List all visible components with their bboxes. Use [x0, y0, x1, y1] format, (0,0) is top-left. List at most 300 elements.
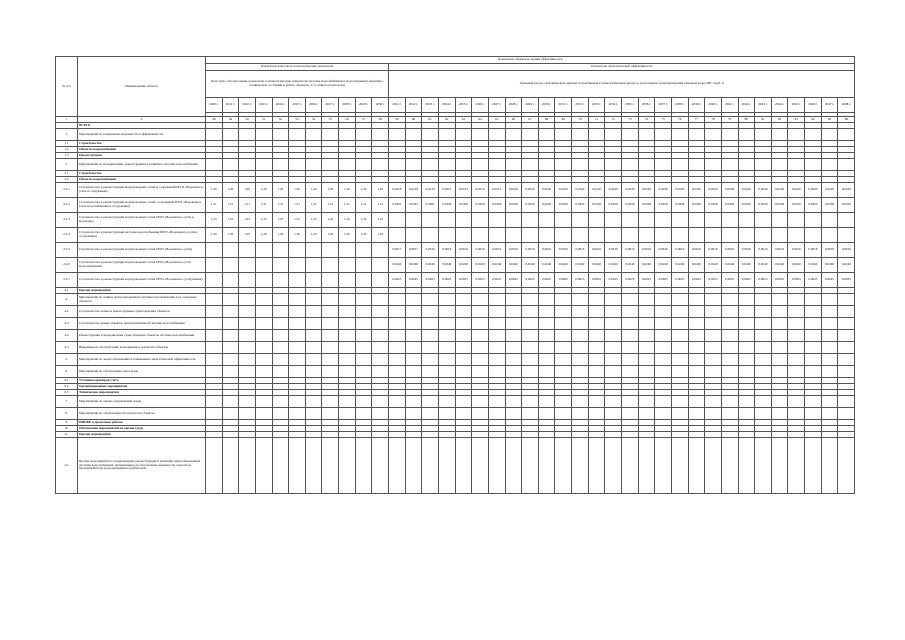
- value-cell: [455, 129, 472, 141]
- header-number: № п/п: [56, 57, 78, 117]
- value-cell: [538, 159, 555, 171]
- value-cell: [755, 366, 772, 378]
- table-row: [56, 366, 855, 378]
- value-cell: 0,0625: [488, 273, 505, 288]
- year-header: 2045 г.: [788, 98, 805, 113]
- value-cell: [488, 318, 505, 330]
- value-cell: [472, 294, 489, 306]
- year-header: 2027 г.: [488, 98, 505, 113]
- header-object-name: Наименование объекта: [78, 57, 206, 117]
- value-cell: 1,20: [355, 183, 372, 198]
- value-cell: [671, 396, 688, 408]
- value-cell: [322, 243, 339, 258]
- value-cell: [588, 438, 605, 494]
- value-cell: [738, 408, 755, 420]
- value-cell: [572, 366, 589, 378]
- value-cell: [206, 243, 223, 258]
- value-cell: [389, 396, 406, 408]
- value-cell: 0,0625: [605, 273, 622, 288]
- value-cell: [721, 129, 738, 141]
- value-cell: [638, 318, 655, 330]
- value-cell: 0,0240: [605, 258, 622, 273]
- value-cell: 0,0213: [472, 183, 489, 198]
- value-cell: [721, 228, 738, 243]
- value-cell: 0,0616: [422, 243, 439, 258]
- year-header: 2023 г.: [422, 98, 439, 113]
- value-cell: [755, 213, 772, 228]
- value-cell: [838, 129, 855, 141]
- row-name: Объекты водоснабжения: [78, 177, 206, 183]
- value-cell: [505, 159, 522, 171]
- year-header: 2023 г.: [255, 98, 272, 113]
- value-cell: [372, 396, 389, 408]
- value-cell: [771, 294, 788, 306]
- value-cell: [372, 243, 389, 258]
- value-cell: [239, 342, 256, 354]
- year-header: 2044 г.: [771, 98, 788, 113]
- row-number: 2.: [56, 159, 78, 171]
- value-cell: [788, 342, 805, 354]
- value-cell: 0,0616: [555, 243, 572, 258]
- value-cell: [272, 306, 289, 318]
- value-cell: [738, 342, 755, 354]
- value-cell: [455, 366, 472, 378]
- value-cell: [438, 129, 455, 141]
- table-row: [56, 330, 855, 342]
- value-cell: [638, 342, 655, 354]
- value-cell: 0,0219: [422, 183, 439, 198]
- value-cell: [239, 294, 256, 306]
- value-cell: [206, 318, 223, 330]
- value-cell: 1,20: [272, 228, 289, 243]
- value-cell: [289, 366, 306, 378]
- value-cell: [272, 318, 289, 330]
- value-cell: [688, 294, 705, 306]
- value-cell: [638, 408, 655, 420]
- value-cell: [355, 366, 372, 378]
- value-cell: [805, 354, 822, 366]
- value-cell: [638, 213, 655, 228]
- value-cell: [572, 354, 589, 366]
- value-cell: [805, 159, 822, 171]
- value-cell: [305, 408, 322, 420]
- value-cell: [239, 159, 256, 171]
- value-cell: [372, 258, 389, 273]
- row-number: 12.: [56, 438, 78, 494]
- value-cell: 0,0456: [721, 198, 738, 213]
- value-cell: [339, 396, 356, 408]
- value-cell: 0,0218: [389, 183, 406, 198]
- row-number: 1.: [56, 129, 78, 141]
- value-cell: 0,0220: [622, 183, 639, 198]
- value-cell: [671, 318, 688, 330]
- value-cell: 0,0625: [438, 273, 455, 288]
- value-cell: 0,0456: [505, 198, 522, 213]
- value-cell: [705, 354, 722, 366]
- row-name: Объекты водоснабжения: [78, 147, 206, 153]
- value-cell: 0,0625: [505, 273, 522, 288]
- value-cell: [771, 366, 788, 378]
- value-cell: [438, 396, 455, 408]
- value-cell: [355, 273, 372, 288]
- table-row: [56, 183, 855, 198]
- row-name: Реконструкция: [78, 153, 206, 159]
- row-name: ВСЕГО: [78, 123, 206, 129]
- column-number: 52: [272, 117, 289, 123]
- value-cell: [572, 330, 589, 342]
- value-cell: [222, 396, 239, 408]
- value-cell: [472, 159, 489, 171]
- value-cell: 0,0456: [488, 198, 505, 213]
- value-cell: [705, 438, 722, 494]
- value-cell: [572, 159, 589, 171]
- value-cell: 1,20: [322, 183, 339, 198]
- column-number: 56: [339, 117, 356, 123]
- value-cell: 0,0456: [622, 198, 639, 213]
- value-cell: [705, 294, 722, 306]
- value-cell: [805, 396, 822, 408]
- value-cell: [222, 129, 239, 141]
- value-cell: [422, 213, 439, 228]
- value-cell: [705, 318, 722, 330]
- value-cell: 0,0616: [505, 243, 522, 258]
- value-cell: [255, 306, 272, 318]
- value-cell: [322, 258, 339, 273]
- value-cell: [638, 366, 655, 378]
- value-cell: 0,0240: [572, 258, 589, 273]
- value-cell: 0,0456: [572, 198, 589, 213]
- row-name: Мероприятия по охране окружающей среды: [78, 396, 206, 408]
- value-cell: 0,0240: [405, 258, 422, 273]
- value-cell: [305, 438, 322, 494]
- value-cell: [222, 273, 239, 288]
- value-cell: 0,0625: [405, 273, 422, 288]
- value-cell: 0,0616: [472, 243, 489, 258]
- year-header: 2028 г.: [505, 98, 522, 113]
- year-header: 2046 г.: [805, 98, 822, 113]
- row-number: 4.4: [56, 330, 78, 342]
- value-cell: [838, 408, 855, 420]
- value-cell: 1,20: [255, 183, 272, 198]
- value-cell: [655, 354, 672, 366]
- value-cell: 1,21: [206, 198, 223, 213]
- value-cell: [505, 354, 522, 366]
- value-cell: 1,20: [206, 183, 223, 198]
- value-cell: [705, 129, 722, 141]
- value-cell: [355, 330, 372, 342]
- value-cell: 1,21: [322, 198, 339, 213]
- value-cell: [339, 318, 356, 330]
- value-cell: 0,0240: [488, 258, 505, 273]
- value-cell: [239, 318, 256, 330]
- row-number: 7.: [56, 396, 78, 408]
- value-cell: [555, 318, 572, 330]
- column-number: 75: [655, 117, 672, 123]
- value-cell: 0,0461: [405, 198, 422, 213]
- value-cell: [472, 330, 489, 342]
- value-cell: 0,0456: [838, 198, 855, 213]
- row-number: 2.1: [56, 171, 78, 177]
- value-cell: 0,0240: [505, 258, 522, 273]
- value-cell: 1,21: [355, 198, 372, 213]
- value-cell: [705, 213, 722, 228]
- value-cell: [289, 408, 306, 420]
- value-cell: [289, 396, 306, 408]
- row-name: Мероприятия по повышению надежности и эффективности: [78, 129, 206, 141]
- value-cell: [289, 129, 306, 141]
- value-cell: [272, 243, 289, 258]
- value-cell: [788, 438, 805, 494]
- value-cell: [821, 396, 838, 408]
- value-cell: [389, 366, 406, 378]
- value-cell: [655, 330, 672, 342]
- value-cell: [389, 408, 406, 420]
- value-cell: [622, 342, 639, 354]
- value-cell: 0,0625: [455, 273, 472, 288]
- value-cell: [255, 273, 272, 288]
- value-cell: [771, 228, 788, 243]
- year-header: 2021 г.: [222, 98, 239, 113]
- value-cell: [688, 129, 705, 141]
- value-cell: [671, 129, 688, 141]
- value-cell: [572, 438, 589, 494]
- value-cell: [805, 408, 822, 420]
- value-cell: [422, 159, 439, 171]
- row-number: 6.1: [56, 378, 78, 384]
- value-cell: [788, 294, 805, 306]
- value-cell: 0,0625: [588, 273, 605, 288]
- value-cell: [405, 366, 422, 378]
- value-cell: 0,0456: [655, 198, 672, 213]
- value-cell: [255, 129, 272, 141]
- value-cell: 0,0456: [438, 198, 455, 213]
- value-cell: 1,21: [272, 198, 289, 213]
- value-cell: [472, 228, 489, 243]
- value-cell: 0,0616: [838, 243, 855, 258]
- column-number: 72: [605, 117, 622, 123]
- value-cell: [588, 408, 605, 420]
- value-cell: [671, 228, 688, 243]
- value-cell: [622, 159, 639, 171]
- value-cell: 1,20: [222, 228, 239, 243]
- value-cell: [239, 396, 256, 408]
- value-cell: 0,0625: [721, 273, 738, 288]
- year-header: 2030 г.: [372, 98, 389, 113]
- value-cell: [638, 294, 655, 306]
- value-cell: [222, 159, 239, 171]
- header-quality-indicators: Показатели качества и технологические показатели: [206, 64, 389, 71]
- value-cell: 0,0625: [788, 273, 805, 288]
- value-cell: [272, 330, 289, 342]
- value-cell: [255, 159, 272, 171]
- row-name: Строительство новых объектов централизованной системы водоснабжения: [78, 318, 206, 330]
- year-header: 2048 г.: [838, 98, 855, 113]
- row-name: Технические мероприятия: [78, 390, 206, 396]
- value-cell: [838, 330, 855, 342]
- value-cell: [655, 159, 672, 171]
- value-cell: [588, 294, 605, 306]
- value-cell: [272, 396, 289, 408]
- year-header: 2047 г.: [821, 98, 838, 113]
- value-cell: [688, 306, 705, 318]
- value-cell: [472, 396, 489, 408]
- value-cell: 1,20: [255, 228, 272, 243]
- value-cell: [671, 408, 688, 420]
- value-cell: [372, 408, 389, 420]
- value-cell: [622, 330, 639, 342]
- value-cell: [638, 228, 655, 243]
- value-cell: 0,0625: [422, 273, 439, 288]
- column-number: 65: [488, 117, 505, 123]
- value-cell: [605, 306, 622, 318]
- value-cell: [638, 129, 655, 141]
- value-cell: [322, 318, 339, 330]
- value-cell: [572, 294, 589, 306]
- value-cell: 1,21: [305, 198, 322, 213]
- value-cell: [572, 396, 589, 408]
- value-cell: [721, 330, 738, 342]
- value-cell: [588, 129, 605, 141]
- value-cell: [272, 354, 289, 366]
- value-cell: [255, 366, 272, 378]
- value-cell: [838, 342, 855, 354]
- value-cell: [588, 342, 605, 354]
- value-cell: [505, 396, 522, 408]
- row-name: Прочие мероприятия: [78, 288, 206, 294]
- value-cell: [538, 129, 555, 141]
- value-cell: [522, 438, 539, 494]
- value-cell: 0,0616: [771, 243, 788, 258]
- value-cell: [488, 438, 505, 494]
- value-cell: [821, 294, 838, 306]
- year-header: 2034 г.: [605, 98, 622, 113]
- value-cell: [688, 330, 705, 342]
- value-cell: [538, 342, 555, 354]
- row-name: Строительство новых и реконструкция существующих объектов: [78, 306, 206, 318]
- value-cell: 0,0240: [805, 258, 822, 273]
- value-cell: 0,0213: [488, 183, 505, 198]
- value-cell: [438, 228, 455, 243]
- value-cell: [255, 438, 272, 494]
- value-cell: [389, 342, 406, 354]
- value-cell: 0,0240: [755, 258, 772, 273]
- value-cell: 0,0456: [522, 198, 539, 213]
- value-cell: [705, 396, 722, 408]
- value-cell: [322, 354, 339, 366]
- value-cell: 0,0240: [555, 258, 572, 273]
- table-row: [56, 273, 855, 288]
- value-cell: [289, 273, 306, 288]
- value-cell: [688, 228, 705, 243]
- value-cell: [638, 306, 655, 318]
- row-number: 4.5: [56, 342, 78, 354]
- column-number: 67: [522, 117, 539, 123]
- value-cell: [438, 318, 455, 330]
- value-cell: [572, 129, 589, 141]
- value-cell: [705, 330, 722, 342]
- value-cell: [472, 306, 489, 318]
- value-cell: [239, 258, 256, 273]
- table-row: [56, 258, 855, 273]
- value-cell: [821, 228, 838, 243]
- year-header: 2028 г.: [339, 98, 356, 113]
- value-cell: [688, 342, 705, 354]
- value-cell: [721, 438, 738, 494]
- value-cell: [305, 318, 322, 330]
- value-cell: 0,0220: [555, 183, 572, 198]
- value-cell: 0,0240: [588, 258, 605, 273]
- value-cell: [622, 318, 639, 330]
- value-cell: [622, 306, 639, 318]
- value-cell: [339, 354, 356, 366]
- year-header: 2026 г.: [305, 98, 322, 113]
- value-cell: [455, 228, 472, 243]
- row-name: Строительство: [78, 171, 206, 177]
- row-name: Мероприятия по обеспечению учета воды: [78, 366, 206, 378]
- value-cell: [622, 213, 639, 228]
- value-cell: 0,0617: [389, 243, 406, 258]
- value-cell: 0,0240: [771, 258, 788, 273]
- year-header: 2029 г.: [522, 98, 539, 113]
- value-cell: [671, 213, 688, 228]
- value-cell: [622, 129, 639, 141]
- value-cell: [305, 330, 322, 342]
- value-cell: 0,0616: [821, 243, 838, 258]
- value-cell: [339, 273, 356, 288]
- value-cell: [788, 354, 805, 366]
- value-cell: [505, 213, 522, 228]
- value-cell: [755, 294, 772, 306]
- value-cell: 0,0456: [755, 198, 772, 213]
- value-cell: [289, 258, 306, 273]
- value-cell: [372, 354, 389, 366]
- value-cell: [405, 330, 422, 342]
- year-header: 2039 г.: [688, 98, 705, 113]
- value-cell: [322, 330, 339, 342]
- value-cell: 1,25: [289, 213, 306, 228]
- value-cell: 0,0461: [389, 198, 406, 213]
- value-cell: 0,0616: [638, 243, 655, 258]
- value-cell: [305, 342, 322, 354]
- value-cell: [572, 342, 589, 354]
- value-cell: [721, 408, 738, 420]
- value-cell: [222, 330, 239, 342]
- value-cell: [605, 366, 622, 378]
- year-header: 2032 г.: [572, 98, 589, 113]
- row-number: 9.: [56, 420, 78, 426]
- row-name: Мероприятия по обеспечению безопасности объектов: [78, 408, 206, 420]
- row-name: Организационные мероприятия: [78, 384, 206, 390]
- value-cell: [272, 294, 289, 306]
- value-cell: 0,0240: [522, 258, 539, 273]
- value-cell: 0,0625: [688, 273, 705, 288]
- value-cell: [289, 294, 306, 306]
- value-cell: [622, 366, 639, 378]
- column-number: 77: [688, 117, 705, 123]
- year-header: 2021 г.: [389, 98, 406, 113]
- value-cell: [355, 342, 372, 354]
- value-cell: [455, 306, 472, 318]
- year-header: 2038 г.: [671, 98, 688, 113]
- value-cell: [821, 318, 838, 330]
- value-cell: [605, 129, 622, 141]
- value-cell: [339, 438, 356, 494]
- value-cell: [289, 438, 306, 494]
- column-number: 85: [821, 117, 838, 123]
- value-cell: [255, 408, 272, 420]
- row-name: Строительство: [78, 141, 206, 147]
- value-cell: [588, 228, 605, 243]
